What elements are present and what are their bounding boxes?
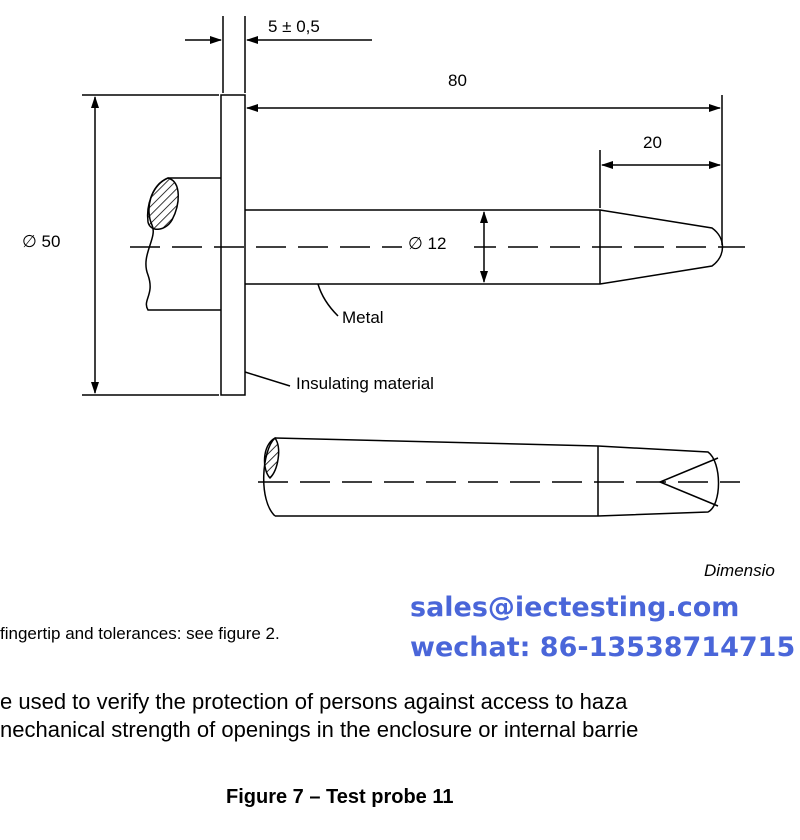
dim-flange-thickness: 5 ± 0,5 — [268, 17, 320, 36]
metal-leader — [318, 284, 338, 316]
label-metal: Metal — [342, 308, 384, 327]
body-text-line-1: e used to verify the protection of persons against access to haza — [0, 689, 628, 714]
fingertip-note: fingertip and tolerances: see figure 2. — [0, 624, 280, 643]
handle-section-hatch — [148, 178, 179, 229]
dim-length-80: 80 — [448, 71, 467, 90]
label-insulating-material: Insulating material — [296, 374, 434, 393]
probe-side-view-hatch — [265, 438, 279, 478]
dim-diameter-50: ∅ 50 — [22, 232, 61, 251]
watermark-email: sales@iectesting.com — [410, 592, 740, 623]
insulating-leader — [245, 372, 290, 386]
dimensions-note: Dimensio — [704, 561, 775, 580]
body-text-line-2: nechanical strength of openings in the enclosure or internal barrie — [0, 717, 639, 742]
dim-diameter-12: ∅ 12 — [408, 234, 447, 253]
dim-tip-20: 20 — [643, 133, 662, 152]
probe-side-view — [275, 438, 719, 516]
figure-caption: Figure 7 – Test probe 11 — [226, 786, 454, 808]
insulating-plate — [221, 95, 245, 395]
watermark-wechat: wechat: 86-13538714715 — [410, 632, 796, 663]
